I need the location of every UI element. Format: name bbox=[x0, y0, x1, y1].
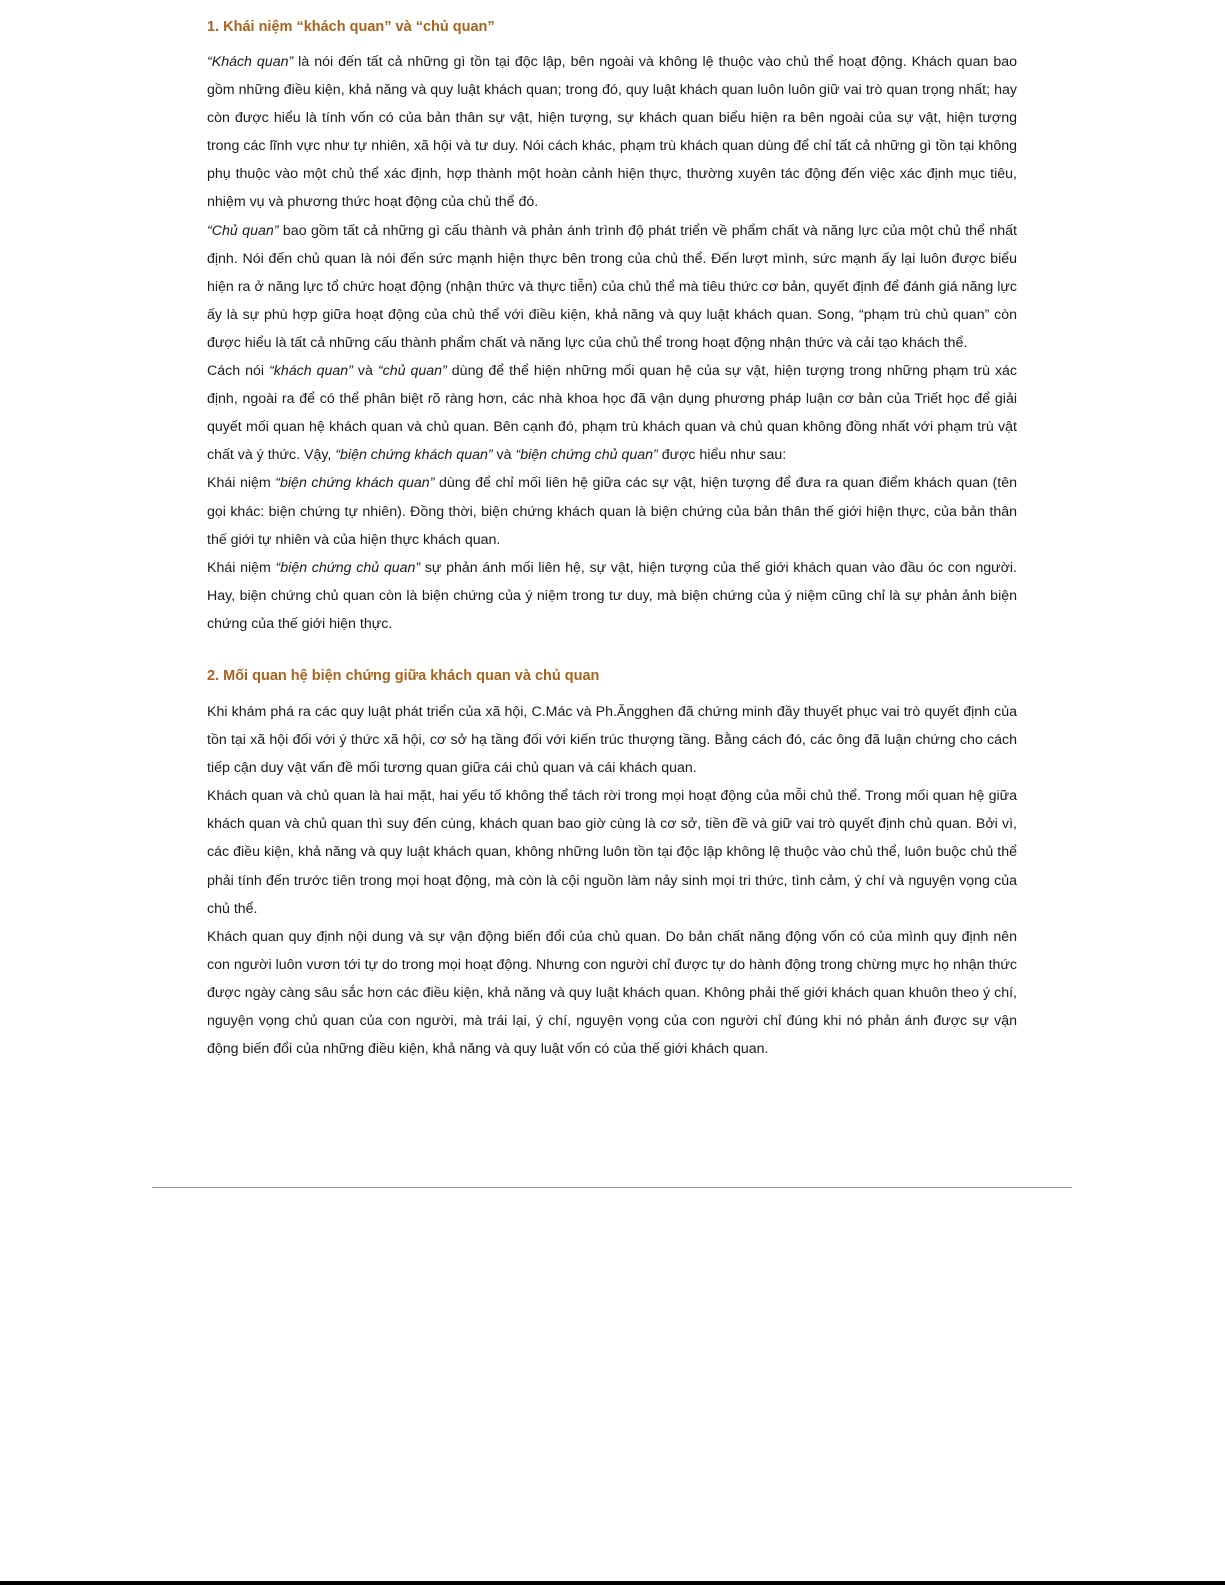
paragraph-text: Cách nói bbox=[207, 363, 270, 380]
paragraph-text: sự phản ánh mối liên hệ, sự vật, hiện tượng của thế giới khách quan vào đầu óc con người. Hay, biện chứng chủ quan còn là biện chứng của ý niệm trong tư duy, mà biện chứng của ý niệm cũng chỉ là sự phản ảnh biện chứng của thế giới hiện thực. bbox=[207, 559, 1018, 632]
paragraph-text: Khái niệm bbox=[207, 475, 276, 492]
term-chu-quan: “chủ quan” bbox=[377, 363, 447, 380]
term-bien-chung-chu-quan: “biện chứng chủ quan” bbox=[515, 447, 658, 464]
paragraph-text: Khái niệm bbox=[207, 559, 276, 576]
term-khach-quan: “Khách quan” bbox=[207, 54, 294, 70]
term-bien-chung-chu-quan: “biện chứng chủ quan” bbox=[275, 559, 421, 576]
paragraph-text: và bbox=[492, 447, 516, 464]
page-bottom-edge bbox=[0, 1581, 1225, 1585]
paragraph-text: và bbox=[352, 363, 378, 380]
section-2-title: 2. Mối quan hệ biện chứng giữa khách quan và chủ quan bbox=[207, 667, 600, 684]
term-bien-chung-khach-quan: “biện chứng khách quan” bbox=[335, 447, 493, 464]
section-1-paragraph-1 bbox=[207, 48, 1017, 217]
footer-divider bbox=[152, 1187, 1072, 1188]
term-chu-quan: “Chủ quan” bbox=[207, 222, 279, 239]
section-2-paragraph-2: Khách quan và chủ quan là hai mặt, hai yếu tố không thể tách rời trong mọi hoạt động của mỗi chủ thể. Trong mối quan hệ giữa khách quan và chủ quan thì suy đến cùng, khách quan bao giờ cùng là cơ sở, tiền đề và giữ vai trò quyết định chủ quan. Bởi vì, các điều kiện, khả năng và quy luật khách quan, không những luôn tồn tại độc lập không lệ thuộc vào chủ thể, luôn buộc chủ thể phải tính đến trước tiên trong mọi hoạt động, mà còn là cội nguồn làm nảy sinh mọi tri thức, tình cảm, ý chí và nguyện vọng của chủ thể. bbox=[207, 788, 1017, 917]
term-khach-quan: “khách quan” bbox=[269, 363, 353, 380]
section-2-paragraph-1: Khi khám phá ra các quy luật phát triển của xã hội, C.Mác và Ph.Ăngghen đã chứng minh đầy thuyết phục vai trò quyết định của tồn tại xã hội đối với ý thức xã hội, cơ sở hạ tầng đối với kiến trúc thượng tầng. Bằng cách đó, các ông đã luận chứng cho cách tiếp cận duy vật vấn đề mối tương quan giữa cái chủ quan và cái khách quan. bbox=[207, 703, 1017, 777]
section-1-title: 1. Khái niệm “khách quan” và “chủ quan” bbox=[207, 19, 495, 35]
paragraph-text: dùng để thể hiện những mối quan hệ của sự vật, hiện tượng trong những phạm trù xác định, ngoài ra để có thể phân biệt rõ ràng hơn, các nhà khoa học đã vận dụng phương pháp luận cơ bản của Triết học để giải quyết mối quan hệ khách quan và chủ quan. Bên cạnh đó, phạm trù khách quan và chủ quan không đồng nhất với phạm trù vật chất và ý thức. Vậy, bbox=[207, 363, 1018, 464]
section-1-paragraph-3 bbox=[207, 357, 1017, 469]
document-body bbox=[207, 0, 1017, 1063]
paragraph-text: được hiểu như sau: bbox=[657, 447, 787, 464]
section-1-paragraph-2 bbox=[207, 217, 1017, 357]
term-bien-chung-khach-quan: “biện chứng khách quan” bbox=[275, 475, 435, 492]
paragraph-text: là nói đến tất cả những gì tồn tại độc lập, bên ngoài và không lệ thuộc vào chủ thể hoạt động. Khách quan bao gồm những điều kiện, khả năng và quy luật khách quan; trong đó, quy luật khách quan luôn luôn giữ vai trò quan trọng nhất; hay còn được hiểu là tính vốn có của bản thân sự vật, hiện tượng, sự khách quan biểu hiện ra bên ngoài của sự vật, hiện tượng trong các lĩnh vực như tự nhiên, xã hội và tư duy. Nói cách khác, phạm trù khách quan dùng để chỉ tất cả những gì tồn tại không phụ thuộc vào một chủ thể xác định, hợp thành một hoàn cảnh hiện thực, thường xuyên tác động đến việc xác định mục tiêu, nhiệm vụ và phương thức hoạt động của chủ thể đó. bbox=[207, 54, 1017, 211]
paragraph-text: dùng để chỉ mối liên hệ giữa các sự vật, hiện tượng để đưa ra quan điểm khách quan (tên gọi khác: biện chứng tự nhiên). Đồng thời, biện chứng khách quan là biện chứng của bản thân thế giới hiện thực, của bản thân thế giới tự nhiên và của hiện thực khách quan. bbox=[207, 475, 1018, 548]
section-2-paragraph-3: Khách quan quy định nội dung và sự vận động biến đổi của chủ quan. Do bản chất năng động vốn có của mình quy định nên con người luôn vươn tới tự do trong mọi hoạt động. Nhưng con người chỉ được tự do hành động trong chừng mực họ nhận thức được ngày càng sâu sắc hơn các điều kiện, khả năng và quy luật khách quan. Không phải thế giới khách quan khuôn theo ý chí, nguyện vọng chủ quan của con người, mà trái lại, ý chí, nguyện vọng của con người chỉ đúng khi nó phản ánh được sự vận động biến đổi của những điều kiện, khả năng và quy luật vốn có của thế giới khách quan. bbox=[207, 928, 1017, 1058]
section-1-paragraph-5 bbox=[207, 554, 1017, 638]
paragraph-text: bao gồm tất cả những gì cấu thành và phản ánh trình độ phát triển về phẩm chất và năng lực của một chủ thể nhất định. Nói đến chủ quan là nói đến sức mạnh hiện thực bên trong của chủ thể. Đến lượt mình, sức mạnh ấy lại luôn được biểu hiện ra ở năng lực tổ chức hoạt động (nhận thức và thực tiễn) của chủ thể mà tiêu thức cơ bản, quyết định để đánh giá năng lực ấy là sự phù hợp giữa hoạt động của chủ thể với điều kiện, khả năng và quy luật khách quan. Song, “phạm trù chủ quan” còn được hiểu là tất cả những cấu thành phẩm chất và năng lực của chủ thể trong hoạt động nhận thức và cải tạo khách thể. bbox=[207, 222, 1017, 351]
section-1-paragraph-4 bbox=[207, 469, 1017, 553]
